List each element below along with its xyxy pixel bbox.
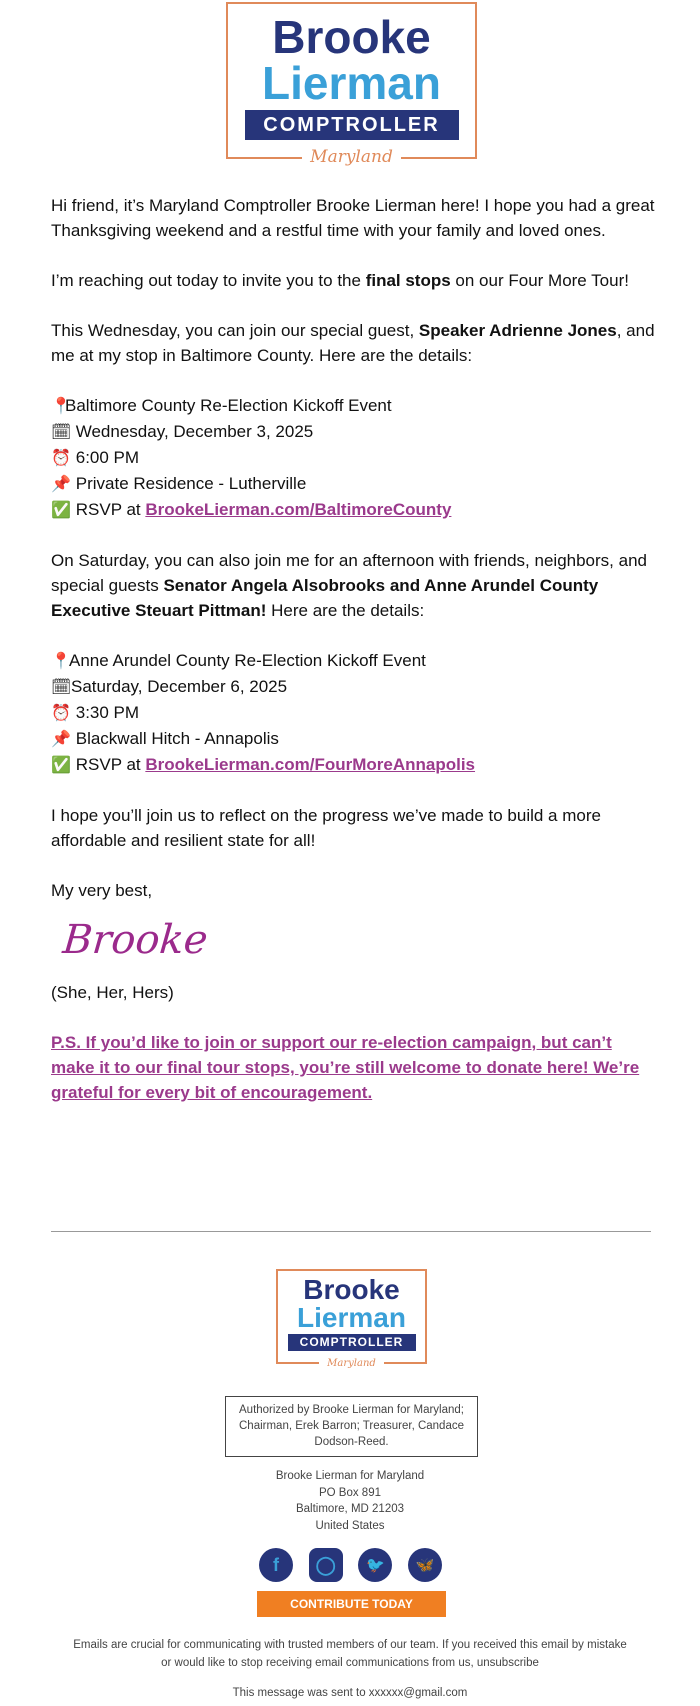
alarm-clock-icon: ⏰ xyxy=(51,450,71,467)
text: I’m reaching out today to invite you to the xyxy=(51,271,366,290)
invite-paragraph xyxy=(51,268,656,293)
social-links xyxy=(259,1548,442,1582)
text: This Wednesday, you can join our special guest, xyxy=(51,321,419,340)
logo-text: COMPTROLLER xyxy=(245,110,459,140)
calendar-icon: 🗓 xyxy=(51,679,72,696)
calendar-icon: 🗓 xyxy=(51,424,72,441)
logo-text: Maryland xyxy=(302,147,401,167)
logo-text: Lierman xyxy=(262,57,441,109)
event-title xyxy=(51,648,656,674)
text: RSVP at xyxy=(75,500,146,519)
pushpin-icon: 📌 xyxy=(51,476,71,493)
logo-text: Brooke xyxy=(303,1274,400,1305)
header-logo xyxy=(226,2,477,167)
text: Wednesday, December 3, 2025 xyxy=(75,422,314,441)
text: Here are the details: xyxy=(266,601,425,620)
event-rsvp xyxy=(51,752,656,778)
ps-donate-link[interactable]: P.S. If you’d like to join or support our re-election campaign, but can’t make it to our final tour stops, you’re still welcome to donate here! We’re grateful for every bit of encouragement. xyxy=(51,1033,640,1102)
text: Anne Arundel County Re-Election Kickoff Event xyxy=(69,651,426,670)
text: , and me at my stop in Baltimore County. Here are the details: xyxy=(51,321,655,365)
address-line: United States xyxy=(315,1519,385,1532)
pushpin-icon: 📌 xyxy=(51,731,71,748)
logo-state xyxy=(228,147,475,167)
closing-paragraph: I hope you’ll join us to reflect on the progress we’ve made to build a more affordable and resilient state for all! xyxy=(51,806,601,850)
pronouns: (She, Her, Hers) xyxy=(51,983,174,1002)
logo-text: COMPTROLLER xyxy=(288,1334,416,1351)
text: on our Four More Tour! xyxy=(450,271,629,290)
signature-image: Brooke xyxy=(60,917,210,963)
contribute-button[interactable]: CONTRIBUTE TODAY xyxy=(257,1591,446,1617)
authorized-by-box: Authorized by Brooke Lierman for Maryland; Chairman, Erek Barron; Treasurer, Candace Dodson-Reed. xyxy=(225,1396,478,1457)
address-line: Baltimore, MD 21203 xyxy=(295,1503,405,1515)
sign-off: My very best, xyxy=(51,881,153,900)
logo-state xyxy=(278,1358,425,1369)
text: Private Residence - Lutherville xyxy=(75,474,307,493)
text: RSVP at xyxy=(75,755,146,774)
footer-logo xyxy=(276,1269,427,1369)
event-title xyxy=(51,393,656,419)
instagram-icon[interactable]: ◯ xyxy=(309,1548,343,1582)
alarm-clock-icon: ⏰ xyxy=(51,705,71,722)
check-icon: ✅ xyxy=(51,757,71,774)
email-body xyxy=(51,193,656,1105)
text: 6:00 PM xyxy=(75,448,140,467)
event-date xyxy=(51,674,656,700)
text: Speaker Adrienne Jones xyxy=(418,321,617,340)
logo-text: Lierman xyxy=(297,1302,406,1333)
text: Saturday, December 6, 2025 xyxy=(71,677,288,696)
text: Blackwall Hitch - Annapolis xyxy=(75,729,279,748)
text: On Saturday, you can also join me for an afternoon with friends, neighbors, and special guests xyxy=(51,551,647,595)
saturday-paragraph xyxy=(51,548,656,623)
intro-paragraph: Hi friend, it’s Maryland Comptroller Brooke Lierman here! I hope you had a great Thanksgiving weekend and a restful time with your family and loved ones. xyxy=(51,196,655,240)
rsvp-link-annapolis[interactable]: BrookeLierman.com/FourMoreAnnapolis xyxy=(145,755,476,774)
address-line: PO Box 891 xyxy=(318,1486,381,1499)
event-location xyxy=(51,726,656,752)
event-date xyxy=(51,419,656,445)
text: Baltimore County Re-Election Kickoff Event xyxy=(65,396,392,415)
sent-to-notice: This message was sent to xxxxxx@gmail.com xyxy=(232,1687,468,1699)
logo-text: Maryland xyxy=(319,1358,384,1369)
bluesky-icon[interactable]: 🦋 xyxy=(408,1548,442,1582)
event-location xyxy=(51,471,656,497)
divider xyxy=(51,1231,651,1232)
email-disclaimer: Emails are crucial for communicating with trusted members of our team. If you received this email by mistake or would like to stop receiving email communications from us, unsubscribe xyxy=(73,1639,627,1669)
event-time xyxy=(51,445,656,471)
text: 3:30 PM xyxy=(75,703,140,722)
text: Senator Angela Alsobrooks and Anne Arundel County Executive Steuart Pittman! xyxy=(51,576,599,620)
event-rsvp xyxy=(51,497,656,523)
address-line: Brooke Lierman for Maryland xyxy=(275,1470,425,1482)
facebook-icon[interactable]: f xyxy=(259,1548,293,1582)
check-icon: ✅ xyxy=(51,502,71,519)
pin-icon: 📍 xyxy=(51,653,71,670)
mailing-address xyxy=(150,1468,550,1534)
text: final stops xyxy=(365,271,451,290)
logo-text: Brooke xyxy=(272,11,431,63)
rsvp-link-baltimore[interactable]: BrookeLierman.com/BaltimoreCounty xyxy=(145,500,452,519)
pin-icon: 📍 xyxy=(51,398,71,415)
event-time xyxy=(51,700,656,726)
wednesday-paragraph xyxy=(51,318,656,368)
twitter-icon[interactable]: 🐦 xyxy=(358,1548,392,1582)
